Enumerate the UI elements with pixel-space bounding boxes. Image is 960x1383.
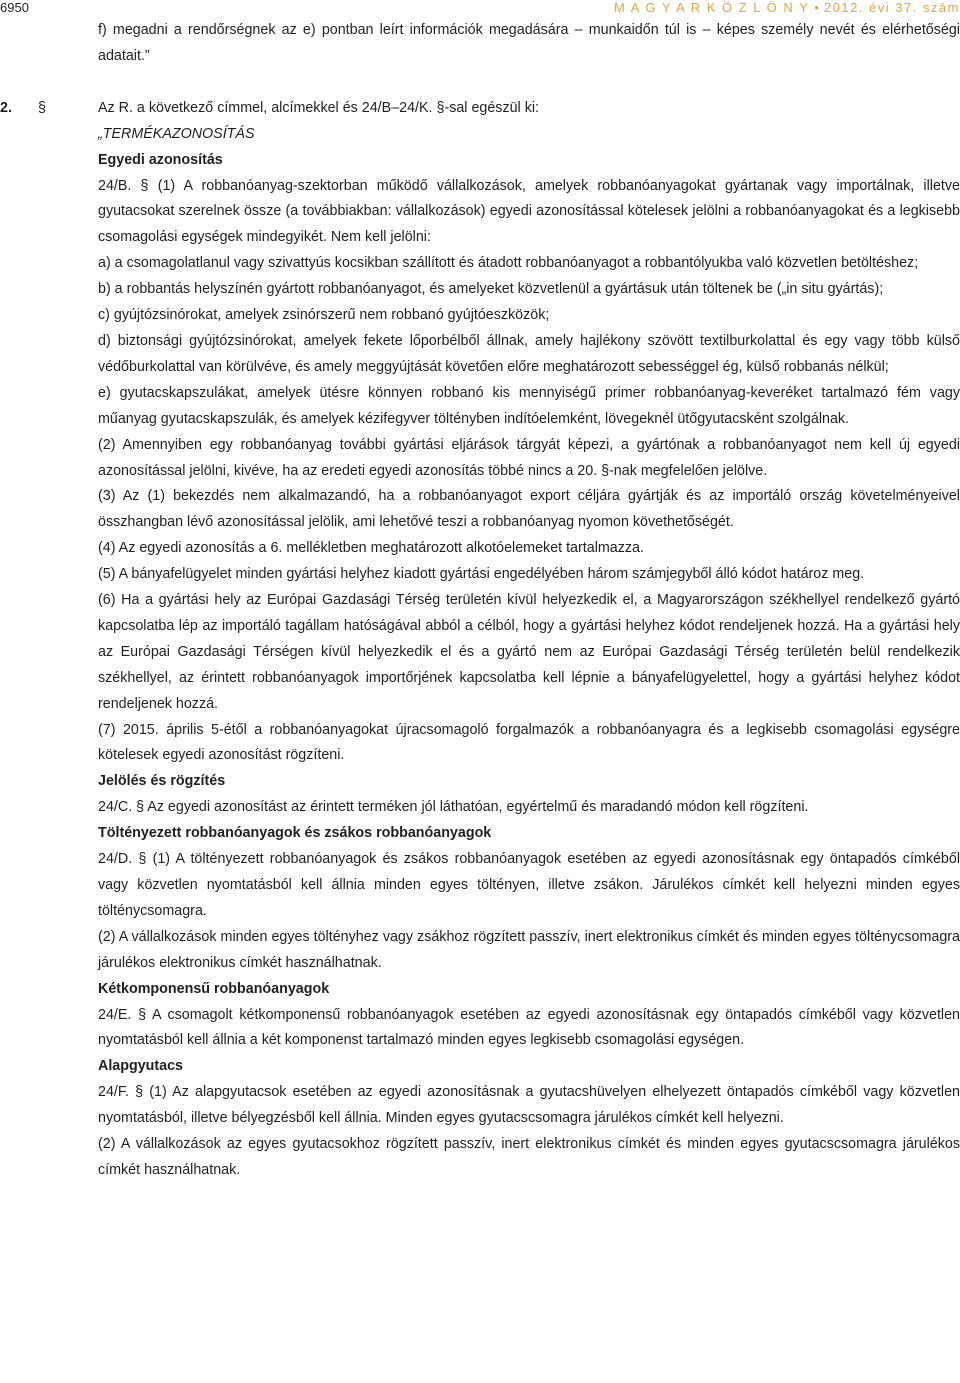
point-f: f) megadni a rendőrségnek az e) pontban leírt információk megadására – munkaidőn túl is – képes személy nevét és elérhetőségi adatait.” (98, 22, 960, 64)
paragraph-24b-c: c) gyújtózsinórokat, amelyek zsinórszerű nem robbanó gyújtóeszközök; (98, 307, 550, 324)
paragraph-24c: 24/C. § Az egyedi azonosítást az érintett terméken jól láthatóan, egyértelmű és maradandó módon kell rögzíteni. (98, 799, 809, 816)
section-number: 2. (0, 99, 12, 116)
subtitle-jeloles: Jelölés és rögzítés (98, 773, 226, 790)
paragraph-24f-1: 24/F. § (1) Az alapgyutacsok esetében az egyedi azonosításnak a gyutacshüvelyen elhelyezett öntapadós címkéből vagy közvetlen nyomtatásból, illetve bélyegzésből kell állnia. Minden egyes gyutacscsomagra járulékos címkét kell helyezni. (98, 1084, 960, 1127)
subtitle-egyedi-azonositas: Egyedi azonosítás (98, 151, 223, 168)
paragraph-24f-2: (2) A vállalkozások az egyes gyutacsokhoz rögzített passzív, inert elektronikus címkét és minden egyes gyutacscsomagra járulékos címkét használhatnak. (98, 1136, 960, 1178)
paragraph-24b-a: a) a csomagolatlanul vagy szivattyús kocsikban szállított és átadott robbanóanyagot a robbantólyukba való közvetlen betöltéshez; (98, 255, 919, 272)
document-body (0, 18, 960, 1184)
journal-title (614, 0, 960, 15)
page-number: 6950 (0, 0, 29, 15)
paragraph-24b-4: (4) Az egyedi azonosítás a 6. mellékletben meghatározott alkotóelemeket tartalmazza. (98, 540, 644, 557)
section-2 (0, 96, 960, 122)
subtitle-ketkomponensu: Kétkomponensű robbanóanyagok (98, 980, 330, 997)
section-intro: Az R. a következő címmel, alcímekkel és 24/B–24/K. §-sal egészül ki: (98, 99, 540, 116)
paragraph-24d-1: 24/D. § (1) A töltényezett robbanóanyagok és zsákos robbanóanyagok esetében az egyedi azonosításnak egy öntapadós címkéből vagy közvetlen nyomtatásból kell állnia minden egyes töltényen, illetve zsákon. Járulékos címkét kell helyezni minden egyes tölténycsomagra. (98, 851, 960, 919)
paragraph-24d-2: (2) A vállalkozások minden egyes töltényhez vagy zsákhoz rögzített passzív, inert elektronikus címkét és minden egyes tölténycsomagra járulékos elektronikus címkét használhatnak. (98, 928, 960, 971)
page-header (0, 0, 960, 14)
paragraph-24b-6: (6) Ha a gyártási hely az Európai Gazdasági Térség területén kívül helyezkedik el, a Magyarországon székhellyel rendelkező gyártó kapcsolatba lép az importáló tagállam hatóságával abból a célból, hogy a gyártási helyhez kódot rendeljenek hozzá. Ha a gyártási hely az Európai Gazdasági Térségen kívül helyezkedik el és a gyártó nem az Európai Gazdasági Térség területén belül rendelkezik székhellyel, az érintett robbanóanyagok importőrjének kapcsolatba kell lépnie a bányafelügyelettel, hogy a gyártási helyhez kódot rendeljenek hozzá. (98, 592, 960, 712)
journal-name: M A G Y A R K Ö Z L Ö N Y (614, 0, 810, 15)
paragraph-24b-5: (5) A bányafelügyelet minden gyártási helyhez kiadott gyártási engedélyében három számjegyből álló kódot határoz meg. (98, 566, 865, 583)
paragraph-24b-3: (3) Az (1) bekezdés nem alkalmazandó, ha a robbanóanyagot export céljára gyártják és az importáló ország követelményeivel összhangban lévő azonosítással jelölik, ami lehetővé teszi a robbanóanyag nyomon követhetőségét. (98, 488, 960, 531)
issue-number: 2012. évi 37. szám (823, 0, 960, 15)
subtitle-toltenyezett: Töltényezett robbanóanyagok és zsákos robbanóanyagok (98, 825, 492, 842)
paragraph-24e: 24/E. § A csomagolt kétkomponensű robbanóanyagok esetében az egyedi azonosításnak egy öntapadós címkéből vagy közvetlen nyomtatásból kell állnia a két komponenst tartalmazó minden egyes legkisebb csomagolási egységen. (98, 1006, 960, 1049)
paragraph-24b-2: (2) Amennyiben egy robbanóanyag további gyártási eljárások tárgyát képezi, a gyártónak a robbanóanyagot nem kell új egyedi azonosítással jelölni, kivéve, ha az eredeti egyedi azonosítás többé nincs a 20. §-nak megfelelően jelölve. (98, 436, 960, 479)
paragraph-24b-b: b) a robbantás helyszínén gyártott robbanóanyagot, és amelyeket közvetlenül a gyártásuk után töltenek be („in situ gyártás); (98, 281, 884, 298)
paragraph-24b-e: e) gyutacskapszulákat, amelyek ütésre könnyen robbanó kis mennyiségű primer robbanóanyag-keveréket tartalmazó fém vagy műanyag gyutacskapszulák, és amelyek kézifegyver töltényben indítóelemként, lövegeknél ütőgyutacsként szolgálnak. (98, 384, 960, 427)
paragraph-24b-d: d) biztonsági gyújtózsinórokat, amelyek fekete lőporbélből állnak, amely hajlékony szövött textilburkolattal és egy vagy több külső védőburkolattal van körülvéve, és amely meggyújtását követően előre meghatározott sebességgel ég, külső robbanás nélkül; (98, 332, 960, 375)
section-sign: § (38, 99, 46, 116)
paragraph-24b-1: 24/B. § (1) A robbanóanyag-szektorban működő vállalkozások, amelyek robbanóanyagokat gyártanak vagy importálnak, illetve gyutacsokat szerelnek össze (a továbbiakban: vállalkozások) egyedi azonosítással kötelesek jelölni a robbanóanyagokat és a legkisebb csomagolási egységek mindegyikét. Nem kell jelölni: (98, 177, 960, 246)
subtitle-alapgyutacs: Alapgyutacs (98, 1058, 184, 1075)
bullet-separator: • (814, 0, 819, 15)
italic-title: „TERMÉKAZONOSÍTÁS (98, 125, 255, 142)
paragraph-24b-7: (7) 2015. április 5-étől a robbanóanyagokat újracsomagoló forgalmazók a robbanóanyagra és a legkisebb csomagolási egységre kötelesek egyedi azonosítást rögzíteni. (98, 721, 960, 764)
